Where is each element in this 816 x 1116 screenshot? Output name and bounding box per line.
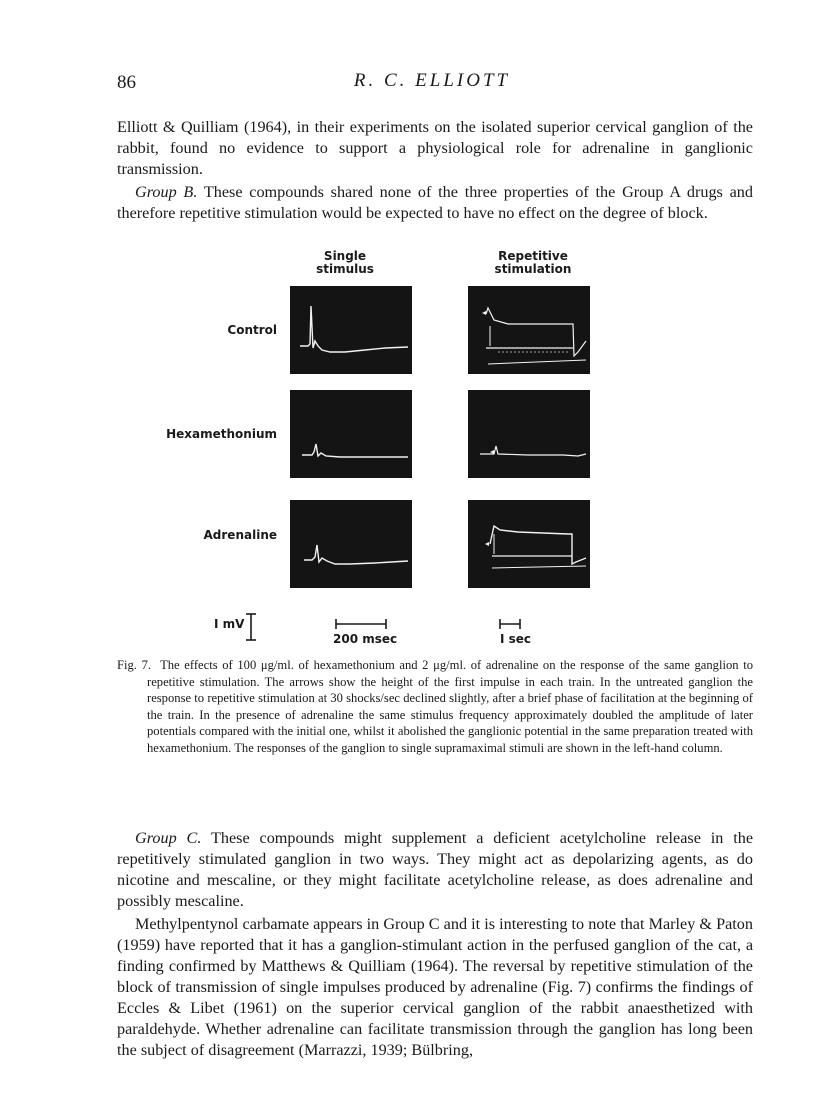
- trace-hexamethonium-repetitive: [468, 390, 590, 478]
- paragraph-group-c: [117, 828, 753, 912]
- trace-adrenaline-single: [290, 500, 412, 588]
- scale-repetitive-time-label: I sec: [500, 632, 532, 646]
- scale-voltage-bar: [244, 612, 258, 642]
- page-number: 86: [117, 72, 136, 93]
- running-head: R. C. ELLIOTT: [353, 70, 511, 91]
- group-c-lead: Group C.: [135, 829, 202, 847]
- caption-label: Fig. 7.: [117, 658, 152, 672]
- page-header: [117, 70, 747, 98]
- row-label-control: Control: [227, 323, 277, 337]
- col-header-repetitive-line2: stimulation: [494, 262, 572, 276]
- col-header-single-line2: stimulus: [316, 262, 374, 276]
- col-header-single-line1: Single: [323, 249, 367, 263]
- scale-single-time-label: 200 msec: [333, 632, 398, 646]
- paragraph-4: Methylpentynol carbamate appears in Group C and it is interesting to note that Marley & Paton (1959) have reported that it has a ganglion-stimulant action in the perfused ganglion of the cat, a finding confirmed by Matthews & Quilliam (1964). The reversal by repetitive stimulation of the block of transmission of single impulses produced by adrenaline (Fig. 7) confirms the findings of Eccles & Libet (1961) on the superior cervical ganglion of the rabbit anaesthetized with paraldehyde. Whether adrenaline can facilitate transmission through the ganglion has long been the subject of disagreement (Marrazzi, 1939; Bülbring,: [117, 915, 753, 1059]
- scale-repetitive-time-bar: [498, 618, 522, 630]
- paragraph-1: Elliott & Quilliam (1964), in their experiments on the isolated superior cervical ganglion of the rabbit, found no evidence to support a physiological role for adrenaline in ganglionic transmission.: [117, 118, 753, 178]
- trace-control-repetitive: [468, 286, 590, 374]
- row-label-hexamethonium: Hexamethonium: [166, 427, 277, 441]
- group-b-lead: Group B.: [135, 183, 198, 201]
- col-header-single: [300, 250, 390, 276]
- trace-hexamethonium-single: [290, 390, 412, 478]
- group-c-text: These compounds might supplement a deficient acetylcholine release in the repetitively stimulated ganglion in two ways. They might act as depolarizing agents, as do nicotine and mescaline, or they might facilitate acetylcholine release, as does adrenaline and possibly mescaline.: [117, 829, 754, 910]
- trace-adrenaline-repetitive: [468, 500, 590, 588]
- col-header-repetitive-line1: Repetitive: [498, 249, 568, 263]
- figure-caption: [117, 657, 753, 757]
- group-b-text: These compounds shared none of the three properties of the Group A drugs and therefore repetitive stimulation would be expected to have no effect on the degree of block.: [117, 183, 753, 222]
- paragraph-group-b: [117, 182, 753, 224]
- trace-control-single: [290, 286, 412, 374]
- col-header-repetitive: [478, 250, 588, 276]
- scale-single-time-bar: [334, 618, 388, 630]
- row-label-adrenaline: Adrenaline: [203, 528, 277, 542]
- caption-text: The effects of 100 μg/ml. of hexamethonium and 2 μg/ml. of adrenaline on the response of the same ganglion to repetitive stimulation. The arrows show the height of the first impulse in each train. In the untreated ganglion the response to repetitive stimulation at 30 shocks/sec declined slightly, after a brief phase of facilitation at the beginning of the train. In the presence of adrenaline the same stimulus frequency approximately doubled the amplitude of later potentials compared with the initial one, whilst it abolished the ganglionic potential in the same preparation treated with hexamethonium. The responses of the ganglion to single supramaximal stimuli are shown in the left-hand column.: [147, 658, 753, 755]
- scale-voltage-label: I mV: [214, 617, 245, 631]
